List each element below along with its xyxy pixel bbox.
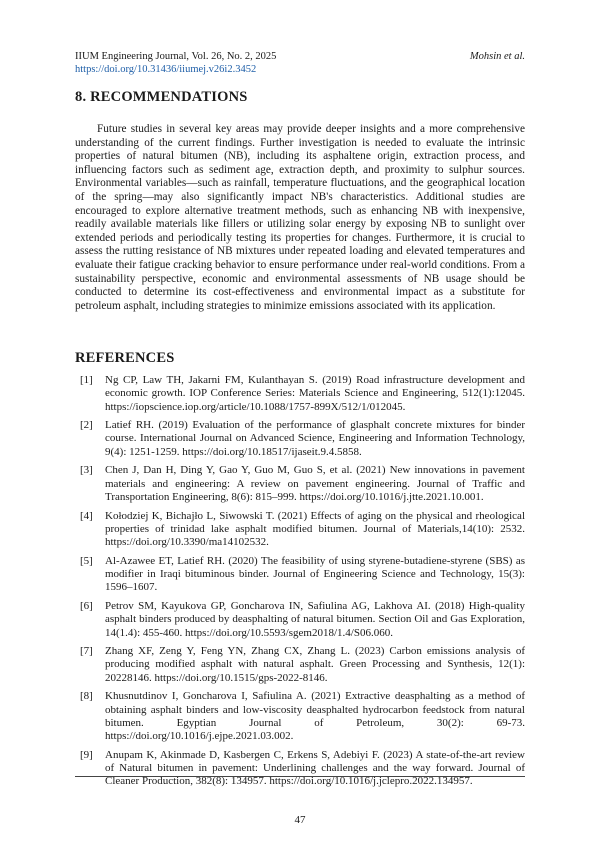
reference-item — [75, 600, 525, 640]
section-heading: 8. RECOMMENDATIONS — [75, 89, 248, 105]
reference-number: [3] — [80, 464, 93, 477]
references-heading: REFERENCES — [75, 350, 175, 366]
reference-item — [75, 419, 525, 459]
reference-item — [75, 374, 525, 414]
journal-citation: IIUM Engineering Journal, Vol. 26, No. 2, 2025 — [75, 51, 277, 62]
reference-number: [7] — [80, 645, 93, 658]
reference-number: [8] — [80, 690, 93, 703]
reference-text: Anupam K, Akinmade D, Kasbergen C, Erkens S, Adebiyi F. (2023) A state-of-the-art review of Natural bitumen in pavement: Underlining challenges and the way forward. Journal of Cleaner Production, 382(8): 134957. https://doi.org/10.1016/j.jclepro.2022.134957. — [105, 748, 525, 788]
page-number: 47 — [294, 814, 306, 826]
reference-item — [75, 690, 525, 743]
reference-number: [9] — [80, 748, 93, 761]
reference-number: [4] — [80, 509, 93, 522]
recommendations-paragraph: Future studies in several key areas may provide deeper insights and a more comprehensive understanding of the current findings. Further investigation is needed to evaluate the intrinsic properties of natural bitumen (NB), including its asphaltene origin, extraction process, and influencing factors such as sediment age, extraction depth, and proximity to sulphur sources. Environmental variables—such as rainfall, temperature fluctuations, and the geographical location of the spring—may also significantly impact NB's characteristics. Additional studies are encouraged to explore alternative treatment methods, such as enhancing NB with inexpensive, readily available materials like fillers or utilizing solar energy by exposing NB to sunlight over extended periods and periodically testing its properties for changes. Furthermore, it is crucial to assess the rutting resistance of NB mixtures under repeated loading and elevated temperatures and evaluate their fatigue cracking behavior to ensure performance under real-world conditions. From a sustainability perspective, economic and environmental assessments of NB usage should be conducted to determine its cost-effectiveness and environmental impact as a substitute for petroleum asphalt, including strategies to minimize emissions associated with its application. — [75, 123, 525, 312]
reference-text: Zhang XF, Zeng Y, Feng YN, Zhang CX, Zhang L. (2023) Carbon emissions analysis of producing modified asphalt with natural asphalt. Green Processing and Synthesis, 12(1): 20228146. https://doi.org/10.1515/gps-2022-8146. — [105, 645, 525, 684]
reference-text: Petrov SM, Kayukova GP, Goncharova IN, Safiulina AG, Lakhova AI. (2018) High-quality asphalt binders produced by deasphalting of natural bitumen. Section Oil and Gas Exploration, 14(1.4): 455-460. https://doi.org/10.5593/sgem2018/1.4/S06.060. — [105, 599, 525, 639]
reference-list — [75, 374, 525, 794]
reference-item — [75, 555, 525, 595]
reference-text: Kołodziej K, Bichajło L, Siwowski T. (2021) Effects of aging on the physical and rheological properties of trinidad lake asphalt modified bitumen. Journal of Materials,14(10): 2532. https://doi.org/10.3390/ma14102532. — [105, 509, 525, 549]
reference-text: Khusnutdinov I, Goncharova I, Safiulina A. (2021) Extractive deasphalting as a method of obtaining asphalt binders and low-viscosity deasphalted hydrocarbon feedstock from natural bitumen. Egyptian Journal of Petroleum, 30(2): 69-73. https://doi.org/10.1016/j.ejpe.2021.03.002. — [105, 690, 525, 743]
doi-link[interactable]: https://doi.org/10.31436/iiumej.v26i2.3452 — [75, 64, 257, 75]
reference-text: Ng CP, Law TH, Jakarni FM, Kulanthayan S. (2019) Road infrastructure development and economic growth. IOP Conference Series: Materials Science and Engineering, 512(1):12045. https://iopscience.iop.org/article/10.1088/1757-899X/512/1/012045. — [105, 374, 525, 413]
reference-text: Latief RH. (2019) Evaluation of the performance of glasphalt concrete mixtures for binder course. International Journal on Advanced Science, Engineering and Information Technology, 9(4): 1251-1259. https://doi.org/10.18517/ijaseit.9.4.5858. — [105, 419, 525, 458]
reference-text: Chen J, Dan H, Ding Y, Gao Y, Guo M, Guo S, et al. (2021) New innovations in pavement materials and engineering: A review on pavement engineering. Journal of Traffic and Transportation Engineering, 8(6): 815–999. https://doi.org/10.1016/j.jtte.2021.10.001. — [105, 464, 525, 503]
reference-number: [6] — [80, 599, 93, 612]
reference-number: [5] — [80, 554, 93, 567]
running-authors: Mohsin et al. — [469, 51, 525, 62]
footer-divider — [75, 776, 525, 777]
reference-number: [1] — [80, 374, 93, 386]
reference-number: [2] — [80, 419, 93, 432]
reference-item — [75, 645, 525, 685]
reference-item — [75, 749, 525, 789]
reference-text: Al-Azawee ET, Latief RH. (2020) The feasibility of using styrene-butadiene-styrene (SBS) as modifier in Iraqi bituminous binder. Journal of Engineering Science and Technology, 15(3): 1596–1607. — [105, 554, 525, 594]
reference-item — [75, 464, 525, 504]
reference-item — [75, 510, 525, 550]
